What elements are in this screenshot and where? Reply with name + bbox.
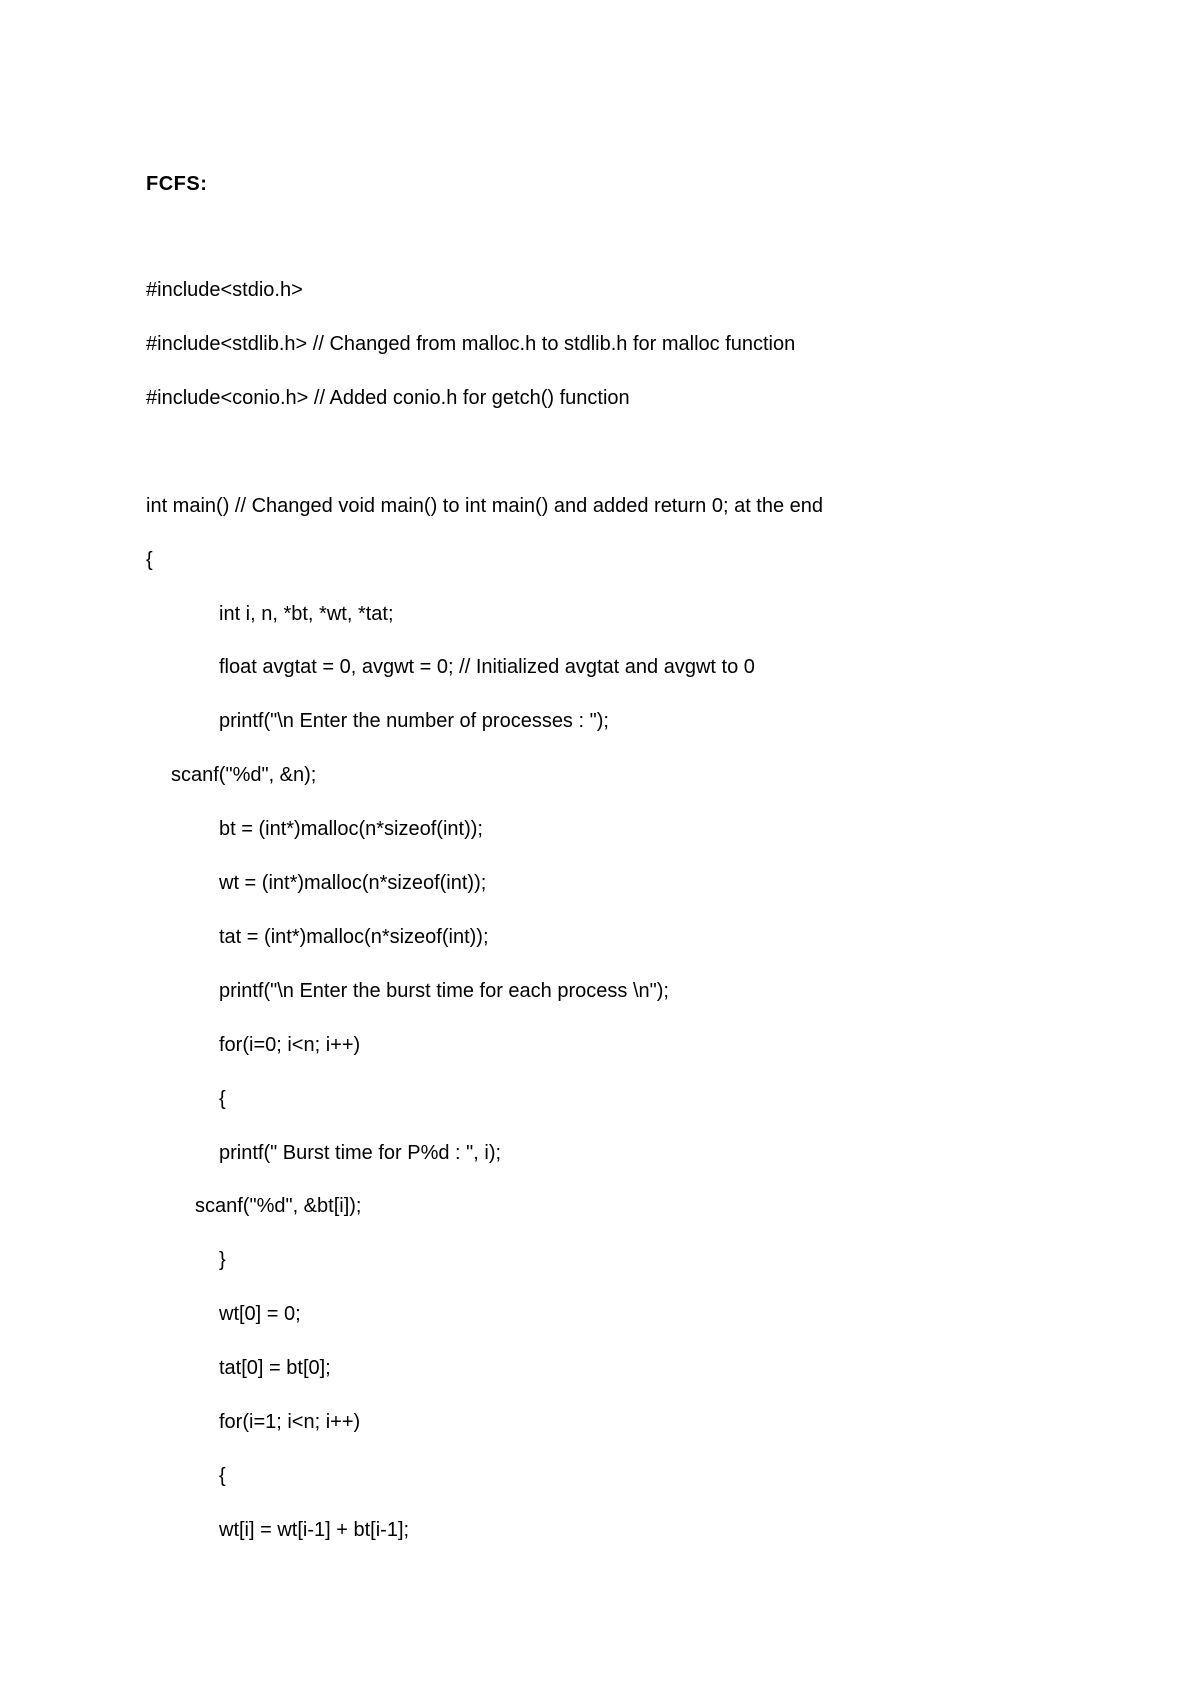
code-line: tat = (int*)malloc(n*sizeof(int));	[219, 926, 489, 948]
code-line: wt[0] = 0;	[219, 1303, 301, 1325]
code-line: tat[0] = bt[0];	[219, 1357, 331, 1379]
code-line: bt = (int*)malloc(n*sizeof(int));	[219, 818, 483, 840]
code-line: #include<conio.h> // Added conio.h for getch() function	[146, 387, 630, 409]
code-line: for(i=0; i<n; i++)	[219, 1034, 361, 1056]
code-line: #include<stdio.h>	[146, 279, 303, 301]
code-line: scanf("%d", &n);	[171, 764, 317, 786]
code-line: scanf("%d", &bt[i]);	[195, 1195, 362, 1217]
section-heading: FCFS:	[146, 173, 208, 195]
code-line: printf(" Burst time for P%d : ", i);	[219, 1142, 502, 1164]
code-line: printf("\n Enter the burst time for each process \n");	[219, 980, 669, 1002]
code-line: {	[146, 549, 153, 571]
code-line: int main() // Changed void main() to int main() and added return 0; at the end	[146, 495, 824, 517]
code-line: {	[219, 1465, 226, 1487]
code-line: float avgtat = 0, avgwt = 0; // Initialized avgtat and avgwt to 0	[219, 656, 755, 678]
code-line: {	[219, 1088, 226, 1110]
code-line: wt[i] = wt[i-1] + bt[i-1];	[219, 1519, 410, 1541]
code-line: for(i=1; i<n; i++)	[219, 1411, 361, 1433]
code-line: }	[219, 1249, 226, 1271]
code-line: int i, n, *bt, *wt, *tat;	[219, 603, 394, 625]
code-line: #include<stdlib.h> // Changed from malloc.h to stdlib.h for malloc function	[146, 333, 796, 355]
code-line: printf("\n Enter the number of processes : ");	[219, 710, 609, 732]
code-line: wt = (int*)malloc(n*sizeof(int));	[219, 872, 487, 894]
